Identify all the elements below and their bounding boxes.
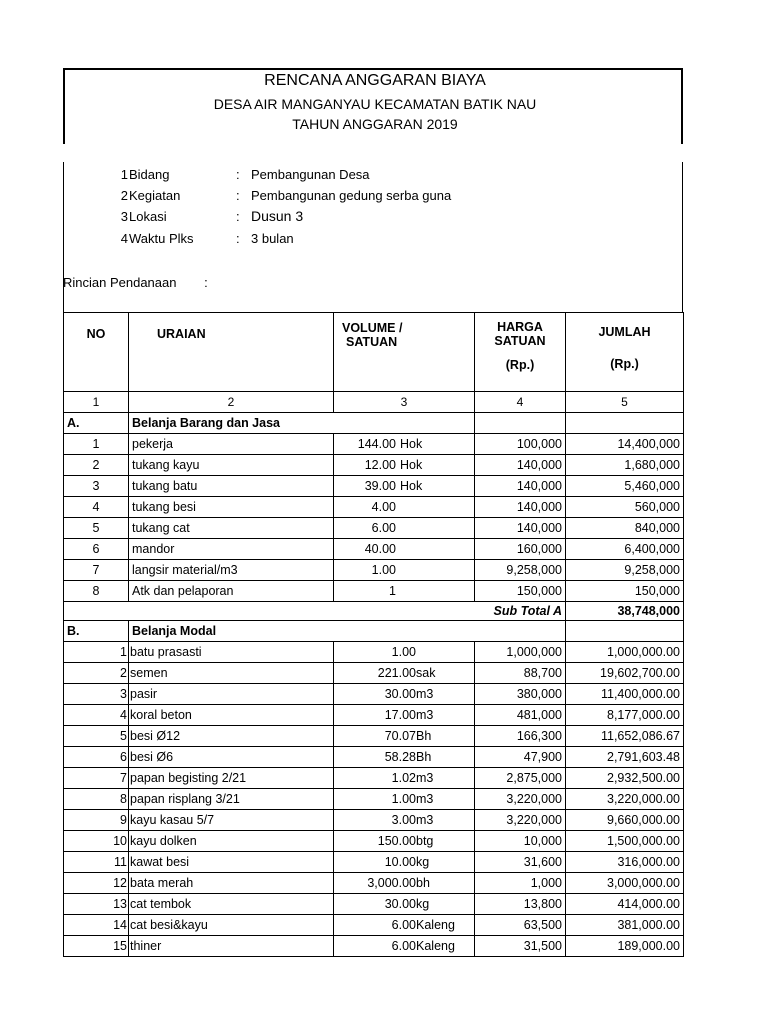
satuan-value: Bh bbox=[416, 729, 432, 743]
rincian-label: Rincian Pendanaan bbox=[63, 275, 177, 290]
volume-value: 30.00 bbox=[384, 897, 416, 911]
row-harga: 9,258,000 bbox=[475, 560, 566, 581]
row-jumlah: 9,258,000 bbox=[566, 560, 684, 581]
volume-cell bbox=[334, 894, 475, 915]
empty-cell bbox=[334, 621, 475, 642]
section-b-row bbox=[64, 621, 684, 642]
volume-value: 221.00 bbox=[377, 666, 416, 680]
row-uraian: kayu dolken bbox=[129, 831, 334, 852]
row-harga: 31,500 bbox=[475, 936, 566, 957]
satuan-value: m3 bbox=[416, 771, 434, 785]
row-jumlah: 19,602,700.00 bbox=[566, 663, 684, 684]
table-row bbox=[64, 663, 684, 684]
row-jumlah: 1,680,000 bbox=[566, 455, 684, 476]
row-harga: 166,300 bbox=[475, 726, 566, 747]
info-separator: : bbox=[236, 188, 240, 203]
row-jumlah: 2,932,500.00 bbox=[566, 768, 684, 789]
volume-cell bbox=[334, 497, 475, 518]
row-jumlah: 381,000.00 bbox=[566, 915, 684, 936]
row-jumlah: 3,000,000.00 bbox=[566, 873, 684, 894]
row-harga: 140,000 bbox=[475, 476, 566, 497]
volume-cell bbox=[334, 936, 475, 957]
rincian-pendanaan bbox=[63, 275, 208, 290]
row-harga: 481,000 bbox=[475, 705, 566, 726]
column-number-row bbox=[64, 392, 684, 413]
rincian-sep: : bbox=[204, 275, 208, 290]
empty-cell bbox=[566, 413, 684, 434]
col-header-volume-l2: SATUAN bbox=[346, 335, 398, 349]
row-harga: 88,700 bbox=[475, 663, 566, 684]
subtotal-value: 38,748,000 bbox=[566, 602, 684, 621]
table-row bbox=[64, 852, 684, 873]
row-jumlah: 8,177,000.00 bbox=[566, 705, 684, 726]
volume-cell bbox=[334, 539, 475, 560]
col-header-harga-l2: SATUAN bbox=[494, 334, 546, 348]
row-no: 1 bbox=[64, 434, 129, 455]
row-no: 6 bbox=[64, 539, 129, 560]
info-number: 2 bbox=[120, 188, 128, 203]
row-jumlah: 6,400,000 bbox=[566, 539, 684, 560]
col-number: 3 bbox=[334, 392, 475, 413]
row-uraian: mandor bbox=[129, 539, 334, 560]
info-separator: : bbox=[236, 231, 240, 246]
volume-cell bbox=[334, 852, 475, 873]
col-header-harga-l1: HARGA bbox=[497, 320, 543, 334]
volume-value: 1 bbox=[389, 584, 396, 598]
satuan-value: bh bbox=[416, 876, 430, 890]
col-number: 2 bbox=[129, 392, 334, 413]
row-uraian: kawat besi bbox=[129, 852, 334, 873]
col-header-volume-l1: VOLUME / bbox=[342, 321, 403, 335]
table-row bbox=[64, 936, 684, 957]
row-uraian: besi Ø6 bbox=[129, 747, 334, 768]
row-jumlah: 11,400,000.00 bbox=[566, 684, 684, 705]
row-uraian: pasir bbox=[129, 684, 334, 705]
table-header-row bbox=[64, 313, 684, 392]
satuan-value: btg bbox=[416, 834, 434, 848]
row-uraian: cat besi&kayu bbox=[129, 915, 334, 936]
subtotal-row bbox=[64, 602, 684, 621]
row-uraian: tukang cat bbox=[129, 518, 334, 539]
table-row bbox=[64, 831, 684, 852]
satuan-value: kg bbox=[416, 855, 430, 869]
row-no: 4 bbox=[64, 705, 129, 726]
row-harga: 3,220,000 bbox=[475, 789, 566, 810]
row-uraian: batu prasasti bbox=[129, 642, 334, 663]
col-header-jumlah-unit: (Rp.) bbox=[610, 357, 639, 371]
row-no: 8 bbox=[64, 581, 129, 602]
volume-value: 3.00 bbox=[391, 813, 416, 827]
row-harga: 150,000 bbox=[475, 581, 566, 602]
info-value: Dusun 3 bbox=[251, 208, 304, 224]
row-jumlah: 840,000 bbox=[566, 518, 684, 539]
section-b-code: B. bbox=[64, 621, 129, 642]
volume-value: 4.00 bbox=[371, 500, 396, 514]
row-harga: 2,875,000 bbox=[475, 768, 566, 789]
volume-cell bbox=[334, 476, 475, 497]
doc-year: TAHUN ANGGARAN 2019 bbox=[292, 116, 458, 132]
satuan-value: m3 bbox=[416, 813, 434, 827]
table-row bbox=[64, 518, 684, 539]
table-row bbox=[64, 894, 684, 915]
row-harga: 1,000,000 bbox=[475, 642, 566, 663]
info-value: 3 bulan bbox=[251, 231, 294, 246]
row-jumlah: 3,220,000.00 bbox=[566, 789, 684, 810]
empty-cell bbox=[475, 413, 566, 434]
row-harga: 140,000 bbox=[475, 455, 566, 476]
volume-cell bbox=[334, 434, 475, 455]
volume-value: 6.00 bbox=[371, 521, 396, 535]
satuan-value: m3 bbox=[416, 708, 434, 722]
row-no: 7 bbox=[64, 560, 129, 581]
info-number: 1 bbox=[120, 167, 128, 182]
row-harga: 10,000 bbox=[475, 831, 566, 852]
satuan-value: Hok bbox=[400, 479, 423, 493]
volume-value: 40.00 bbox=[364, 542, 396, 556]
row-no: 8 bbox=[64, 789, 129, 810]
row-no: 10 bbox=[64, 831, 129, 852]
row-harga: 140,000 bbox=[475, 497, 566, 518]
row-uraian: kayu kasau 5/7 bbox=[129, 810, 334, 831]
section-a-row bbox=[64, 413, 684, 434]
row-no: 11 bbox=[64, 852, 129, 873]
volume-value: 144.00 bbox=[357, 437, 396, 451]
row-no: 13 bbox=[64, 894, 129, 915]
volume-value: 1.02 bbox=[391, 771, 416, 785]
info-separator: : bbox=[236, 209, 240, 224]
col-number: 5 bbox=[566, 392, 684, 413]
row-jumlah: 150,000 bbox=[566, 581, 684, 602]
table-row bbox=[64, 642, 684, 663]
table-row bbox=[64, 915, 684, 936]
row-uraian: Atk dan pelaporan bbox=[129, 581, 334, 602]
satuan-value: m3 bbox=[416, 792, 434, 806]
row-no: 4 bbox=[64, 497, 129, 518]
volume-cell bbox=[334, 684, 475, 705]
subtotal-label: Sub Total A bbox=[475, 602, 566, 621]
row-jumlah: 414,000.00 bbox=[566, 894, 684, 915]
row-no: 3 bbox=[64, 476, 129, 497]
row-no: 2 bbox=[64, 663, 129, 684]
volume-value: 1.00 bbox=[391, 645, 416, 659]
volume-cell bbox=[334, 726, 475, 747]
budget-table bbox=[63, 312, 684, 957]
info-label: Kegiatan bbox=[129, 188, 181, 203]
table-row bbox=[64, 560, 684, 581]
volume-value: 6.00 bbox=[391, 918, 416, 932]
volume-cell bbox=[334, 581, 475, 602]
row-no: 2 bbox=[64, 455, 129, 476]
volume-cell bbox=[334, 810, 475, 831]
table-row bbox=[64, 476, 684, 497]
row-uraian: tukang besi bbox=[129, 497, 334, 518]
table-row bbox=[64, 810, 684, 831]
row-uraian: pekerja bbox=[129, 434, 334, 455]
row-uraian: papan begisting 2/21 bbox=[129, 768, 334, 789]
row-uraian: langsir material/m3 bbox=[129, 560, 334, 581]
row-no: 5 bbox=[64, 518, 129, 539]
row-no: 9 bbox=[64, 810, 129, 831]
table-row bbox=[64, 455, 684, 476]
volume-value: 58.28 bbox=[384, 750, 416, 764]
satuan-value: Hok bbox=[400, 437, 423, 451]
volume-cell bbox=[334, 831, 475, 852]
table-row bbox=[64, 497, 684, 518]
table-row bbox=[64, 684, 684, 705]
row-jumlah: 5,460,000 bbox=[566, 476, 684, 497]
table-row bbox=[64, 581, 684, 602]
satuan-value: m3 bbox=[416, 687, 434, 701]
row-no: 7 bbox=[64, 768, 129, 789]
row-harga: 380,000 bbox=[475, 684, 566, 705]
row-jumlah: 560,000 bbox=[566, 497, 684, 518]
volume-cell bbox=[334, 915, 475, 936]
volume-value: 1.00 bbox=[371, 563, 396, 577]
volume-value: 10.00 bbox=[384, 855, 416, 869]
col-header-uraian: URAIAN bbox=[129, 313, 334, 392]
satuan-value: Kaleng bbox=[416, 918, 455, 932]
row-jumlah: 14,400,000 bbox=[566, 434, 684, 455]
satuan-value: sak bbox=[416, 666, 436, 680]
section-a-code: A. bbox=[64, 413, 129, 434]
row-no: 6 bbox=[64, 747, 129, 768]
row-uraian: papan risplang 3/21 bbox=[129, 789, 334, 810]
table-row bbox=[64, 789, 684, 810]
col-number: 4 bbox=[475, 392, 566, 413]
section-b-title: Belanja Modal bbox=[129, 621, 334, 642]
table-row bbox=[64, 539, 684, 560]
row-uraian: tukang batu bbox=[129, 476, 334, 497]
row-uraian: thiner bbox=[129, 936, 334, 957]
row-harga: 1,000 bbox=[475, 873, 566, 894]
row-uraian: semen bbox=[129, 663, 334, 684]
volume-value: 39.00 bbox=[364, 479, 396, 493]
row-harga: 100,000 bbox=[475, 434, 566, 455]
row-uraian: koral beton bbox=[129, 705, 334, 726]
info-number: 4 bbox=[120, 231, 128, 246]
volume-value: 3,000.00 bbox=[367, 876, 416, 890]
col-header-volume bbox=[334, 313, 475, 392]
row-jumlah: 189,000.00 bbox=[566, 936, 684, 957]
row-no: 5 bbox=[64, 726, 129, 747]
section-a-title: Belanja Barang dan Jasa bbox=[129, 413, 475, 434]
row-jumlah: 1,000,000.00 bbox=[566, 642, 684, 663]
info-number: 3 bbox=[120, 209, 128, 224]
empty-cell bbox=[129, 602, 334, 621]
volume-cell bbox=[334, 560, 475, 581]
volume-value: 12.00 bbox=[364, 458, 396, 472]
empty-cell bbox=[334, 602, 475, 621]
volume-cell bbox=[334, 705, 475, 726]
table-row bbox=[64, 705, 684, 726]
volume-cell bbox=[334, 789, 475, 810]
info-label: Lokasi bbox=[129, 209, 167, 224]
info-separator: : bbox=[236, 167, 240, 182]
row-jumlah: 1,500,000.00 bbox=[566, 831, 684, 852]
col-header-harga-unit: (Rp.) bbox=[505, 358, 535, 372]
row-no: 3 bbox=[64, 684, 129, 705]
volume-value: 150.00 bbox=[377, 834, 416, 848]
row-no: 12 bbox=[64, 873, 129, 894]
volume-value: 30.00 bbox=[384, 687, 416, 701]
row-harga: 13,800 bbox=[475, 894, 566, 915]
row-harga: 3,220,000 bbox=[475, 810, 566, 831]
col-number: 1 bbox=[64, 392, 129, 413]
volume-cell bbox=[334, 455, 475, 476]
header-box bbox=[63, 68, 683, 144]
satuan-value: Bh bbox=[416, 750, 432, 764]
row-harga: 160,000 bbox=[475, 539, 566, 560]
empty-cell bbox=[475, 621, 566, 642]
satuan-value: Kaleng bbox=[416, 939, 455, 953]
row-uraian: besi Ø12 bbox=[129, 726, 334, 747]
row-harga: 140,000 bbox=[475, 518, 566, 539]
row-harga: 31,600 bbox=[475, 852, 566, 873]
row-no: 15 bbox=[64, 936, 129, 957]
empty-cell bbox=[566, 621, 684, 642]
col-header-jumlah-l1: JUMLAH bbox=[598, 325, 651, 339]
info-value: Pembangunan Desa bbox=[251, 167, 370, 182]
volume-value: 6.00 bbox=[391, 939, 416, 953]
row-no: 1 bbox=[64, 642, 129, 663]
table-row bbox=[64, 747, 684, 768]
empty-cell bbox=[64, 602, 129, 621]
volume-cell bbox=[334, 873, 475, 894]
row-jumlah: 11,652,086.67 bbox=[566, 726, 684, 747]
row-harga: 63,500 bbox=[475, 915, 566, 936]
table-row bbox=[64, 726, 684, 747]
row-no: 14 bbox=[64, 915, 129, 936]
right-border bbox=[682, 162, 683, 312]
doc-title: RENCANA ANGGARAN BIAYA bbox=[264, 72, 486, 89]
row-jumlah: 316,000.00 bbox=[566, 852, 684, 873]
row-uraian: tukang kayu bbox=[129, 455, 334, 476]
row-jumlah: 2,791,603.48 bbox=[566, 747, 684, 768]
volume-cell bbox=[334, 663, 475, 684]
satuan-value: Hok bbox=[400, 458, 423, 472]
row-uraian: bata merah bbox=[129, 873, 334, 894]
volume-value: 17.00 bbox=[384, 708, 416, 722]
volume-cell bbox=[334, 518, 475, 539]
table-row bbox=[64, 768, 684, 789]
col-header-no: NO bbox=[64, 313, 129, 392]
volume-value: 70.07 bbox=[384, 729, 416, 743]
volume-cell bbox=[334, 768, 475, 789]
col-header-harga bbox=[475, 313, 566, 392]
info-label: Bidang bbox=[129, 167, 170, 182]
volume-cell bbox=[334, 747, 475, 768]
row-harga: 47,900 bbox=[475, 747, 566, 768]
volume-value: 1.00 bbox=[391, 792, 416, 806]
col-header-jumlah bbox=[566, 313, 684, 392]
volume-cell bbox=[334, 642, 475, 663]
table-row bbox=[64, 873, 684, 894]
row-jumlah: 9,660,000.00 bbox=[566, 810, 684, 831]
info-value: Pembangunan gedung serba guna bbox=[251, 188, 452, 203]
row-uraian: cat tembok bbox=[129, 894, 334, 915]
satuan-value: kg bbox=[416, 897, 430, 911]
info-label: Waktu Plks bbox=[129, 231, 194, 246]
table-row bbox=[64, 434, 684, 455]
doc-subtitle: DESA AIR MANGANYAU KECAMATAN BATIK NAU bbox=[213, 96, 537, 112]
